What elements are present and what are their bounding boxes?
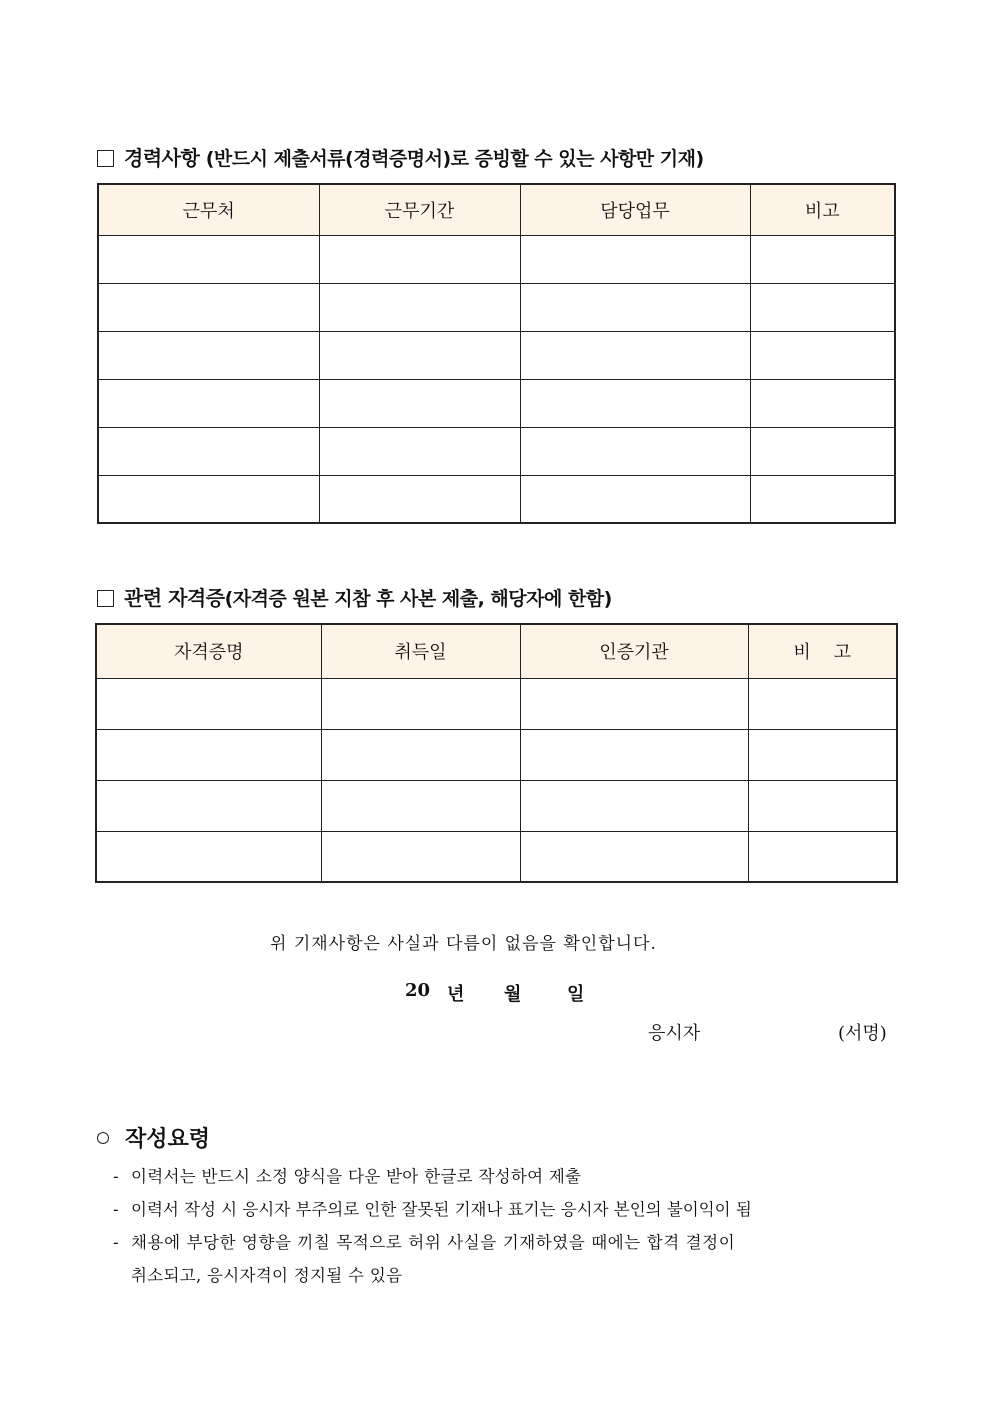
date-month-unit: 월 [504, 984, 522, 1005]
career-cell[interactable] [750, 379, 895, 427]
career-cell[interactable] [520, 379, 750, 427]
table-row [98, 235, 895, 283]
license-table [95, 623, 898, 883]
signature-label: (서명) [838, 1023, 887, 1044]
date-day-unit: 일 [567, 984, 585, 1005]
license-cell[interactable] [520, 678, 748, 729]
career-cell[interactable] [520, 427, 750, 475]
dash-bullet: - [113, 1200, 119, 1219]
table-row [98, 379, 895, 427]
notes-title-text: 작성요령 [125, 1127, 211, 1152]
dash-bullet: - [113, 1233, 119, 1252]
circle-bullet-icon [97, 1132, 109, 1144]
career-cell[interactable] [98, 379, 319, 427]
career-table [97, 183, 896, 524]
career-cell[interactable] [319, 379, 520, 427]
career-cell[interactable] [319, 427, 520, 475]
career-header-period: 근무기간 [319, 184, 520, 235]
license-cell[interactable] [96, 780, 321, 831]
table-row [98, 427, 895, 475]
career-title: 경력사항 [124, 146, 200, 170]
license-header-row [96, 624, 897, 678]
license-header-remarks: 비 고 [748, 624, 897, 678]
license-cell[interactable] [321, 780, 520, 831]
note-text: 이력서는 반드시 소정 양식을 다운 받아 한글로 작성하여 제출 [131, 1167, 582, 1186]
applicant-label: 응시자 [648, 1023, 701, 1044]
table-row [96, 831, 897, 882]
list-item [113, 1163, 581, 1187]
note-text: 채용에 부당한 영향을 끼칠 목적으로 허위 사실을 기재하였을 때에는 합격 결정이 [131, 1233, 736, 1252]
license-cell[interactable] [520, 729, 748, 780]
date-year-unit: 년 [447, 984, 465, 1005]
career-subtitle: (반드시 제출서류(경력증명서)로 증빙할 수 있는 사항만 기재) [205, 148, 704, 170]
license-cell[interactable] [748, 831, 897, 882]
career-header-workplace: 근무처 [98, 184, 319, 235]
date-year: 20 [405, 980, 431, 1001]
table-row [96, 780, 897, 831]
note-continuation: 취소되고, 응시자격이 정지될 수 있음 [131, 1266, 403, 1285]
checkbox-icon [97, 590, 114, 607]
career-cell[interactable] [319, 475, 520, 523]
career-cell[interactable] [750, 283, 895, 331]
career-cell[interactable] [750, 475, 895, 523]
career-cell[interactable] [98, 283, 319, 331]
career-cell[interactable] [98, 427, 319, 475]
license-cell[interactable] [96, 831, 321, 882]
license-cell[interactable] [748, 729, 897, 780]
career-cell[interactable] [750, 427, 895, 475]
note-text: 이력서 작성 시 응시자 부주의로 인한 잘못된 기재나 표기는 응시자 본인의 불이익이 됨 [131, 1200, 752, 1219]
career-header-remarks: 비고 [750, 184, 895, 235]
license-header-issuer: 인증기관 [520, 624, 748, 678]
career-cell[interactable] [98, 331, 319, 379]
career-cell[interactable] [520, 283, 750, 331]
career-cell[interactable] [520, 235, 750, 283]
dash-bullet: - [113, 1167, 119, 1186]
career-cell[interactable] [98, 235, 319, 283]
license-cell[interactable] [96, 729, 321, 780]
list-item [113, 1196, 752, 1220]
career-cell[interactable] [520, 475, 750, 523]
table-row [98, 331, 895, 379]
license-cell[interactable] [321, 831, 520, 882]
table-row [98, 283, 895, 331]
table-row [98, 475, 895, 523]
license-cell[interactable] [520, 780, 748, 831]
notes-title [97, 1122, 210, 1153]
career-cell[interactable] [319, 283, 520, 331]
career-cell[interactable] [750, 235, 895, 283]
license-cell[interactable] [321, 678, 520, 729]
career-cell[interactable] [750, 331, 895, 379]
table-row [96, 678, 897, 729]
license-cell[interactable] [520, 831, 748, 882]
license-title: 관련 자격증 [124, 586, 225, 610]
license-header-date: 취득일 [321, 624, 520, 678]
confirm-statement: 위 기재사항은 사실과 다름이 없음을 확인합니다. [270, 934, 657, 954]
table-row [96, 729, 897, 780]
license-section-title [97, 582, 612, 611]
license-cell[interactable] [321, 729, 520, 780]
career-header-row [98, 184, 895, 235]
license-header-name: 자격증명 [96, 624, 321, 678]
license-cell[interactable] [748, 678, 897, 729]
career-cell[interactable] [520, 331, 750, 379]
career-cell[interactable] [98, 475, 319, 523]
list-item [113, 1229, 735, 1253]
career-header-duty: 담당업무 [520, 184, 750, 235]
career-section-title [97, 142, 704, 171]
career-cell[interactable] [319, 235, 520, 283]
checkbox-icon [97, 150, 114, 167]
career-cell[interactable] [319, 331, 520, 379]
license-cell[interactable] [748, 780, 897, 831]
license-subtitle: (자격증 원본 지참 후 사본 제출, 해당자에 한함) [224, 588, 612, 610]
license-cell[interactable] [96, 678, 321, 729]
